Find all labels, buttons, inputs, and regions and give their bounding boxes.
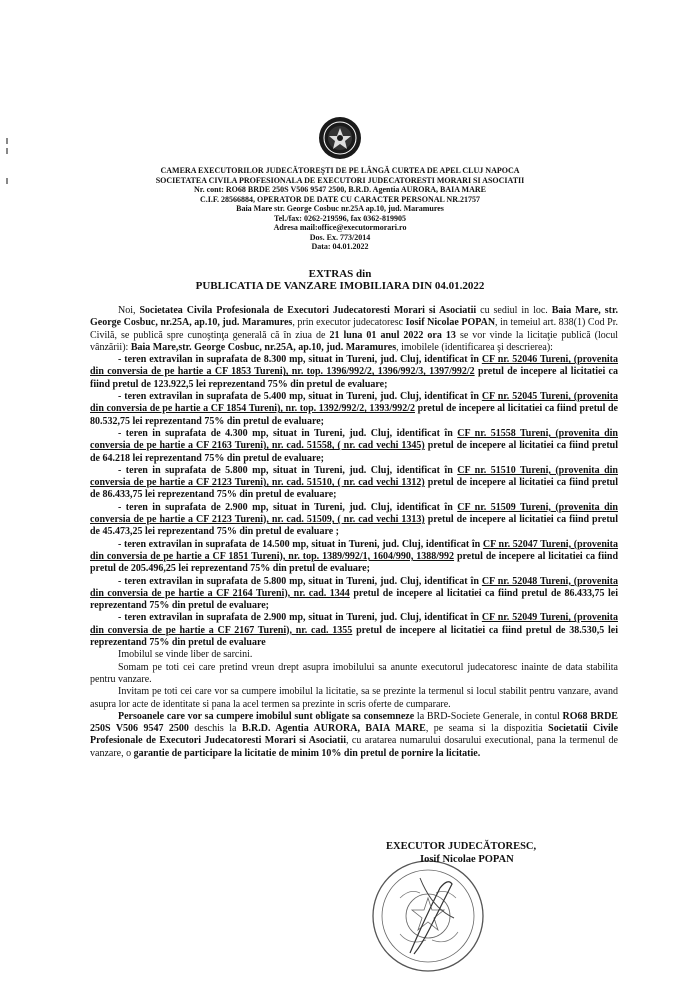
text: Persoanele care vor sa cumpere imobilul sunt obligate sa consemneze [118, 710, 415, 722]
cadastral-reference: CF nr. 52048 Tureni, (provenita din conversia de pe hartie a CF 2164 Tureni), nr. cad. 1344 [90, 575, 618, 599]
header-line: Baia Mare str. George Cosbuc nr.25A ap.10, jud. Maramures [236, 204, 444, 213]
text: - teren extravilan in suprafata de 8.300 mp, situat in Tureni, jud. Cluj, identificat în [118, 354, 482, 366]
text: , pe seama si la dispozitia [425, 723, 549, 735]
text: , cu aratarea numarului dosarului executional, pana la termenul de vanzare, o [90, 735, 618, 759]
executor-emblem-icon [318, 116, 362, 160]
document-body [90, 305, 618, 760]
text: Iosif Nicolae POPAN [405, 317, 496, 329]
text: pretul de incepere al licitatiei ca fiind pretul de 86.433,75 lei reprezentand 75% din pretul de evaluare; [90, 477, 618, 501]
cadastral-reference: CF nr. 52047 Tureni, (provenita din conversia de pe hartie a CF 1851 Tureni), nr. top. 1389/992/1, 1604/990, 1388/992 [90, 538, 619, 562]
header-line: Dos. Ex. 773/2014 [309, 232, 371, 242]
free-of-charges-paragraph: Imobilul se vinde liber de sarcini. [118, 649, 253, 661]
text: pretul de incepere al licitatiei ca fiind pretul de 86.433,75 lei reprezentand 75% din pretul de evaluare; [90, 587, 618, 612]
header-line: Tel./fax: 0262-219596, fax 0362-819905 [274, 213, 406, 223]
intro-paragraph [90, 305, 618, 354]
property-item [90, 391, 618, 428]
header-line: Adresa mail:office@executormorari.ro [273, 223, 407, 232]
cadastral-reference: CF nr. 51510 Tureni, (provenita din conversia de pe hartie a CF 2123 Tureni), nr. cad. 51510, ( nr. cad vechi 1312) [90, 464, 618, 489]
text: garantie de participare la licitatie de minim 10% din pretul de pornire la licitatie. [133, 747, 481, 759]
text: - teren extravilan in suprafata de 5.400 mp, situat in Tureni, jud. Cluj, identificat în [118, 391, 482, 403]
property-item [90, 576, 618, 613]
title-line: EXTRAS din [308, 268, 372, 280]
text: deschis la [188, 723, 242, 735]
letterhead [60, 166, 620, 252]
text: Baia Mare, str. George Cosbuc, nr.25A, ap.10, jud. Maramures [90, 305, 618, 329]
text: - teren extravilan in suprafata de 2.900 mp, situat in Tureni, jud. Cluj, identificat în [118, 612, 482, 624]
property-item [90, 354, 618, 391]
signature-block [380, 840, 600, 866]
cadastral-reference: CF nr. 52046 Tureni, (provenita din conversia de pe hartie a CF 1853 Tureni), nr. top. 1396/992/2, 1396/992/3, 1397/992/2 [90, 354, 618, 378]
text: - teren in suprafata de 4.300 mp, situat in Tureni, jud. Cluj, identificat în [118, 427, 458, 439]
text: , in temeiul art. 838(1) Cod Pr. Civilă, se publică spre cunoştinţa generală că în ziua de [90, 317, 618, 341]
text: pretul de incepere al licitatiei ca fiind pretul de 45.473,25 lei reprezentand 75% din pretul de evaluare ; [90, 514, 618, 538]
text: Noi, [118, 305, 140, 316]
text: RO68 BRDE 250S V506 9547 2500 [90, 710, 618, 735]
text: , imobilele (identificarea şi descrierea): [396, 341, 553, 353]
cadastral-reference: CF nr. 52049 Tureni, (provenita din conversia de pe hartie a CF 2167 Tureni), nr. cad. 1355 [90, 612, 618, 636]
text: B.R.D. Agentia AURORA, BAIA MARE [241, 723, 426, 735]
property-item [90, 428, 618, 465]
invitation-paragraph: Invitam pe toti cei care vor sa cumpere imobilul la licitatie, sa se prezinte la termenul si locul stabilit pentru vanzare, avand asupra lor acte de identitate si pana la acel termen sa prezinte in scris oferte de cumparare. [90, 686, 618, 710]
text: Baia Mare,str. George Cosbuc, nr.25A, ap.10, jud. Maramures [130, 341, 397, 353]
guarantee-paragraph [90, 711, 618, 760]
official-stamp-icon [370, 858, 486, 974]
text: , prin executor judecatoresc [292, 317, 406, 329]
text: - teren in suprafata de 5.800 mp, situat in Tureni, jud. Cluj, identificat în [118, 464, 458, 476]
document-title [60, 268, 620, 292]
text: - teren in suprafata de 2.900 mp, situat in Tureni, jud. Cluj, identificat în [118, 501, 458, 513]
property-item [90, 465, 618, 502]
text: cu sediul in loc. [476, 305, 552, 316]
text: pretul de incepere al licitatiei ca fiind pretul de 38.530,5 lei reprezentand 75% din pretul de evaluare [90, 624, 618, 649]
text: Societatea Civila Profesionala de Executori Judecatoresti Morari si Asociatii [139, 305, 477, 316]
text: pretul de incepere al licitatiei ca fiind pretul de 205.496,25 lei reprezentand 75% din pretul de evaluare; [90, 550, 619, 575]
signature-name: Iosif Nicolae POPAN [420, 854, 514, 865]
margin-mark [6, 148, 8, 154]
text: pretul de incepere al licitatiei ca fiind pretul de 123.922,5 lei reprezentand 75% din pretul de evaluare; [90, 366, 618, 390]
text: pretul de incepere al licitatiei ca fiind pretul de 64.218 lei reprezentand 75% din pretul de evaluare; [90, 440, 618, 464]
text: se vor vinde la licitaţie publică (locul vânzării): [90, 329, 618, 353]
cadastral-reference: CF nr. 52045 Tureni, (provenita din conversia de pe hartie a CF 1854 Tureni), nr. top. 1392/992/2, 1393/992/2 [90, 391, 618, 415]
header-line: Nr. cont: RO68 BRDE 250S V506 9547 2500, B.R.D. Agentia AURORA, BAIA MARE [193, 185, 486, 194]
property-item [90, 502, 618, 539]
margin-mark [6, 138, 8, 144]
cadastral-reference: CF nr. 51558 Tureni, (provenita din conversia de pe hartie a CF 2163 Tureni), nr. cad. 51558, ( nr. cad vechi 1345) [90, 427, 618, 452]
header-line: C.I.F. 28566884, OPERATOR DE DATE CU CARACTER PERSONAL NR.21757 [200, 194, 480, 204]
property-item [90, 539, 618, 576]
text: - teren extravilan in suprafata de 14.500 mp, situat in Tureni, jud. Cluj, identificat în [118, 538, 483, 550]
property-item [90, 612, 618, 649]
header-line: Data: 04.01.2022 [311, 242, 369, 251]
cadastral-reference: CF nr. 51509 Tureni, (provenita din conversia de pe hartie a CF 2123 Tureni), nr. cad. 51509, ( nr. cad vechi 1313) [90, 501, 618, 526]
text: - teren extravilan in suprafata de 5.800 mp, situat in Tureni, jud. Cluj, identificat în [118, 575, 482, 587]
text: Societatii Civile Profesionale de Executori Judecatoresti Morari si Asociatii [90, 723, 619, 747]
signature-role: EXECUTOR JUDECĂTORESC, [386, 841, 537, 852]
text: pretul de incepere al licitatiei ca fiind pretul de 80.532,75 lei reprezentand 75% din pretul de evaluare; [90, 403, 618, 427]
title-line: PUBLICATIA DE VANZARE IMOBILIARA DIN 04.01.2022 [195, 280, 485, 292]
text: 21 luna 01 anul 2022 ora 13 [329, 329, 456, 341]
margin-mark [6, 178, 8, 184]
summons-paragraph: Somam pe toti cei care pretind vreun drept asupra imobilului sa anunte executorul judecatoresc inainte de data stabilita pentru vanzare. [90, 661, 618, 685]
header-line: SOCIETATEA CIVILA PROFESIONALA DE EXECUTORI JUDECATORESTI MORARI SI ASOCIATII [155, 175, 525, 185]
header-line: CAMERA EXECUTORILOR JUDECĂTOREŞTI DE PE LÂNGĂ CURTEA DE APEL CLUJ NAPOCA [160, 166, 520, 175]
text: la BRD-Societe Generale, in contul [414, 710, 563, 722]
